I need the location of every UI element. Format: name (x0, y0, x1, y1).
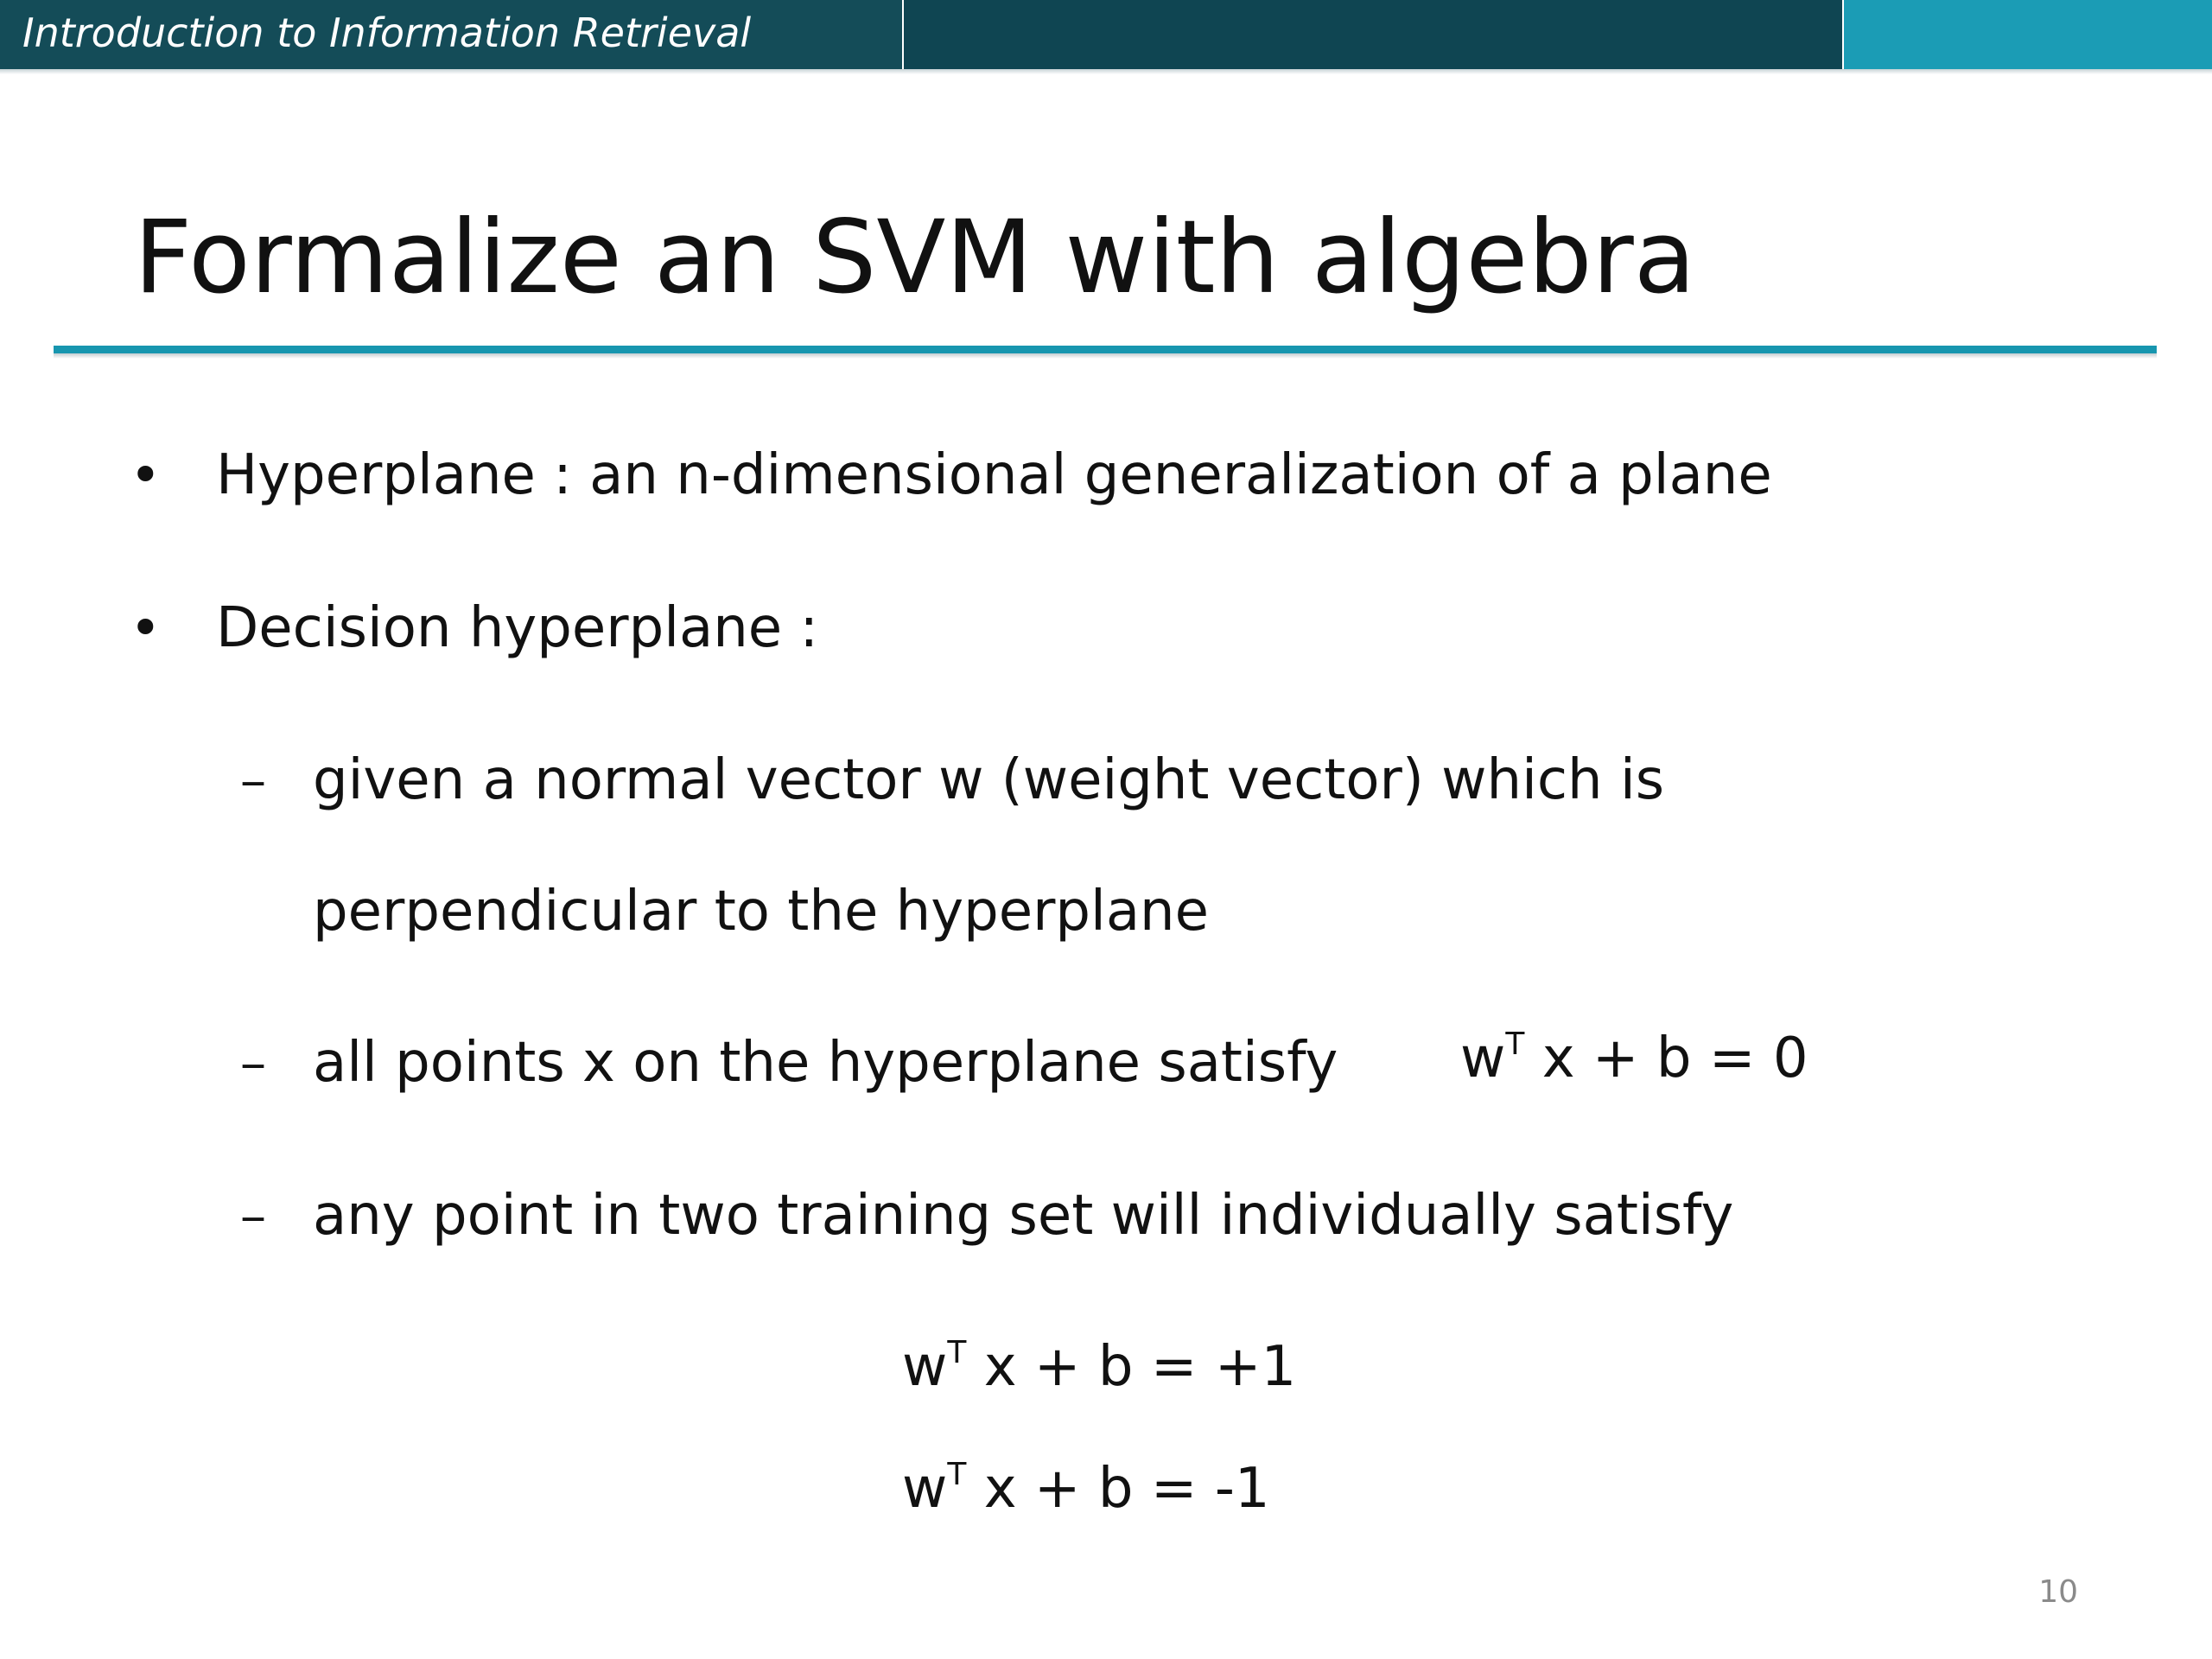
equation-w: w (902, 1335, 948, 1399)
equation-w: w (902, 1457, 948, 1521)
title-underline (54, 346, 2157, 353)
bullet-decision-hyperplane-text: Decision hyperplane : (216, 596, 819, 660)
equation-rest: x + b = +1 (966, 1335, 1297, 1399)
sub-item-normal-vector-line1: given a normal vector w (weight vector) which is (313, 748, 1665, 812)
slide-title: Formalize an SVM with algebra (134, 198, 1696, 316)
sub-item-all-points-text: all points x on the hyperplane satisfy (313, 1031, 1338, 1095)
equation-transpose: T (947, 1456, 967, 1492)
sub-item-marker: – (240, 750, 266, 810)
equation-hyperplane (1460, 1020, 1808, 1097)
equation-rest: x + b = -1 (966, 1457, 1270, 1521)
header-bar-shadow (0, 69, 2212, 74)
equation-negative-margin (902, 1450, 1270, 1528)
sub-item-training-set-text: any point in two training set will individually satisfy (313, 1184, 1734, 1248)
equation-rest: x + b = 0 (1524, 1027, 1808, 1090)
bullet-marker: • (130, 596, 162, 659)
equation-w: w (1460, 1027, 1506, 1090)
header-bar-segment-2 (904, 0, 1842, 69)
sub-item-marker: – (240, 1185, 266, 1246)
header-bar (0, 0, 2212, 69)
equation-transpose: T (947, 1334, 967, 1370)
course-title: Introduction to Information Retrieval (22, 10, 752, 56)
equation-transpose: T (1505, 1026, 1525, 1062)
sub-item-marker: – (240, 1033, 266, 1093)
title-underline-shadow (54, 353, 2157, 359)
header-bar-accent-segment (1844, 0, 2212, 69)
page-number: 10 (2038, 1574, 2078, 1610)
sub-item-normal-vector-line2: perpendicular to the hyperplane (313, 880, 1209, 944)
bullet-marker: • (130, 443, 162, 506)
equation-positive-margin (902, 1328, 1296, 1406)
bullet-hyperplane-text: Hyperplane : an n-dimensional generalization of a plane (216, 443, 1772, 507)
